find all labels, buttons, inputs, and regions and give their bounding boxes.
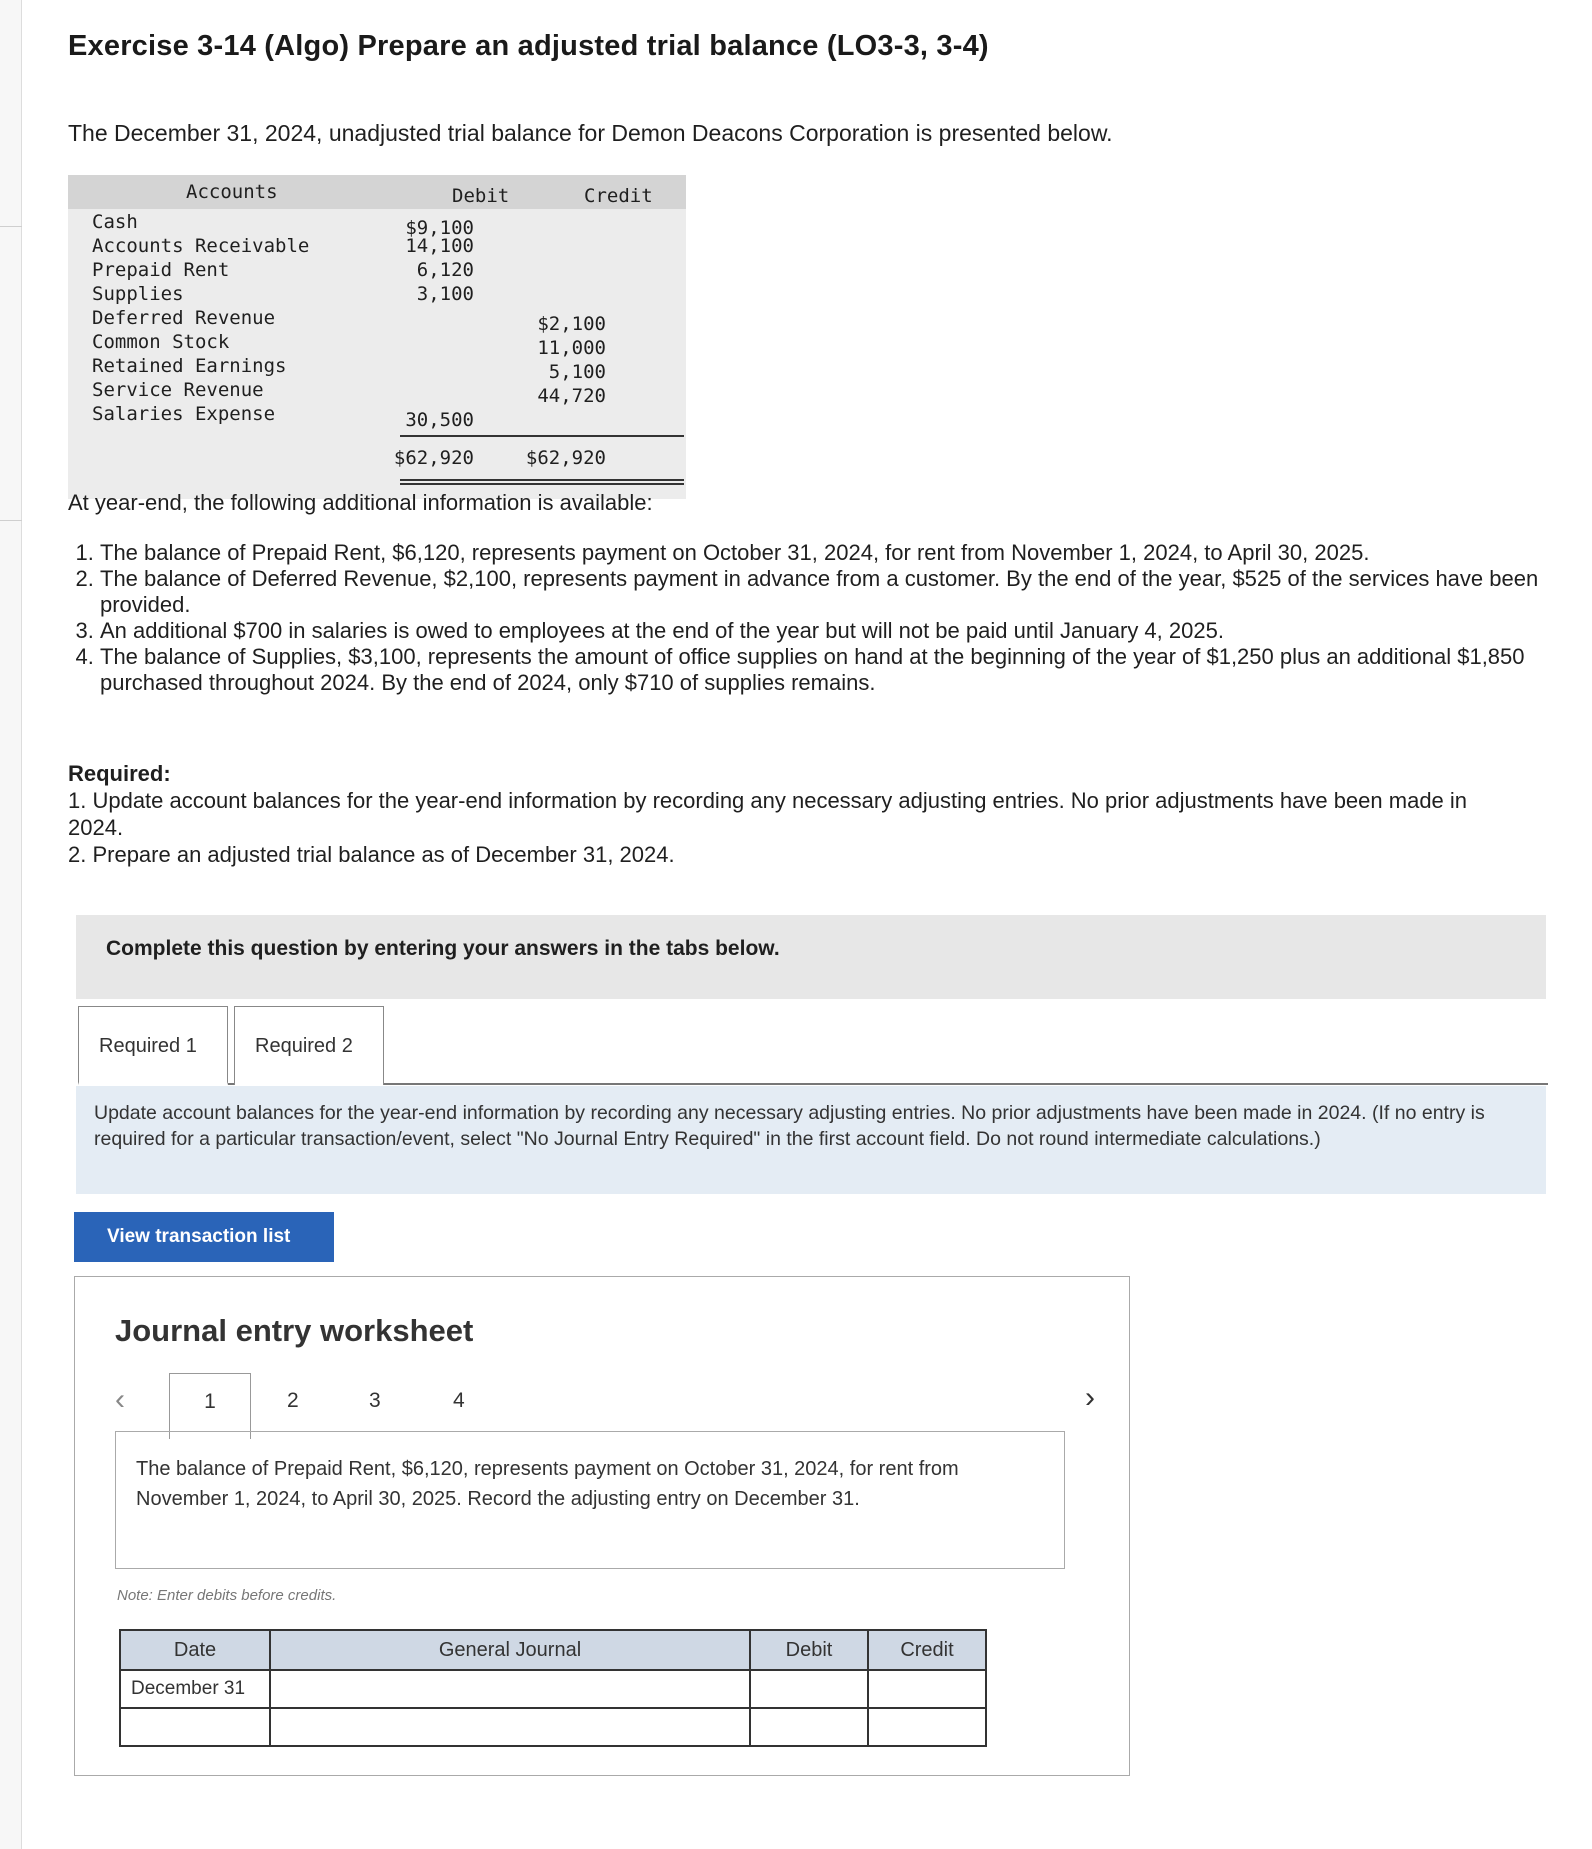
debit-value: 14,100: [405, 235, 474, 257]
step-tab-2[interactable]: 2: [287, 1389, 299, 1412]
tabs-banner: Complete this question by entering your answers in the tabs below.: [76, 915, 1546, 999]
account-name: Prepaid Rent: [92, 259, 230, 281]
step-tab-1[interactable]: 1: [169, 1373, 251, 1439]
subtotal-rule: [400, 435, 684, 437]
account-name: Supplies: [92, 283, 184, 305]
credit-column-header: Credit: [868, 1630, 986, 1670]
journal-header-row: [120, 1630, 986, 1670]
account-name: Retained Earnings: [92, 355, 287, 377]
edge-divider: [0, 226, 22, 227]
account-name: Cash: [92, 211, 138, 233]
credit-value: $2,100: [537, 313, 606, 335]
required-item-2: 2. Prepare an adjusted trial balance as of December 31, 2024.: [68, 842, 675, 867]
debit-input[interactable]: [750, 1670, 868, 1708]
instruction-box: [76, 1086, 1546, 1194]
list-item: 1. The balance of Prepaid Rent, $6,120, represents payment on October 31, 2024, for rent from November 1, 2024, to April 30, 2025.: [100, 540, 1548, 566]
entry-note: Note: Enter debits before credits.: [117, 1587, 337, 1604]
debit-header: Debit: [452, 185, 510, 207]
chevron-left-icon[interactable]: ‹: [115, 1383, 125, 1416]
journal-entry-worksheet: [74, 1276, 1130, 1776]
intro-text: The December 31, 2024, unadjusted trial balance for Demon Deacons Corporation is presented below.: [68, 120, 1113, 146]
account-name: Service Revenue: [92, 379, 264, 401]
additional-info-intro: At year-end, the following additional information is available:: [68, 490, 653, 515]
view-transaction-list-button[interactable]: View transaction list: [74, 1212, 334, 1262]
step-tab-4[interactable]: 4: [453, 1389, 465, 1412]
credit-value: 11,000: [537, 337, 606, 359]
table-row: [68, 211, 686, 239]
debit-value: 6,120: [416, 259, 474, 281]
tab-required-2[interactable]: Required 2: [234, 1006, 384, 1085]
list-item: 3. An additional $700 in salaries is owed to employees at the end of the year but will not be paid until January 4, 2025.: [100, 618, 1548, 644]
credit-input[interactable]: [868, 1670, 986, 1708]
credit-input[interactable]: [868, 1708, 986, 1746]
date-column-header: Date: [120, 1630, 270, 1670]
debit-value: 30,500: [405, 409, 474, 431]
table-row: [68, 283, 686, 307]
table-row: [68, 259, 686, 283]
date-cell: [120, 1708, 270, 1746]
table-row: [68, 379, 686, 407]
account-name: Deferred Revenue: [92, 307, 276, 329]
credit-value: 44,720: [537, 385, 606, 407]
debit-column-header: Debit: [750, 1630, 868, 1670]
instruction-text: Update account balances for the year-end information by recording any necessary adjusting entries. No prior adjustments have been made in 2024.: [94, 1102, 1367, 1124]
credit-value: 5,100: [548, 361, 606, 383]
required-heading: Required:: [68, 761, 171, 786]
list-item: 2. The balance of Deferred Revenue, $2,100, represents payment in advance from a customer. By the end of the year, $525 of the services have been provided.: [100, 566, 1548, 618]
journal-column-header: General Journal: [270, 1630, 750, 1670]
date-cell: December 31: [120, 1670, 270, 1708]
debit-value: $9,100: [405, 217, 474, 239]
worksheet-title: Journal entry worksheet: [115, 1313, 474, 1348]
account-name: Common Stock: [92, 331, 230, 353]
table-row: [68, 235, 686, 259]
trial-balance-body: [68, 209, 686, 499]
journal-row: [120, 1670, 986, 1708]
trial-balance-header: [68, 175, 686, 209]
debit-input[interactable]: [750, 1708, 868, 1746]
total-double-rule: [400, 479, 684, 485]
credit-total: $62,920: [525, 447, 606, 469]
accounts-header: Accounts: [186, 181, 278, 203]
debit-value: 3,100: [416, 283, 474, 305]
step-tab-3[interactable]: 3: [369, 1389, 381, 1412]
table-row: [68, 403, 686, 431]
exercise-title: Exercise 3-14 (Algo) Prepare an adjusted trial balance (LO3-3, 3-4): [68, 30, 989, 62]
general-journal-table: [119, 1629, 987, 1747]
instruction-note: (If no entry is required for a particular transaction/event, select "No Journal Entry Required" in the first account field. Do not round intermediate calculations.): [94, 1102, 1485, 1150]
account-name: Salaries Expense: [92, 403, 276, 425]
table-row: [68, 355, 686, 383]
journal-row: [120, 1708, 986, 1746]
list-item: 4. The balance of Supplies, $3,100, represents the amount of office supplies on hand at the beginning of the year of $1,250 plus an additional $1,850 purchased throughout 2024. By the end of 2024, only $710 of supplies remains.: [100, 644, 1548, 696]
table-row: [68, 331, 686, 359]
credit-header: Credit: [584, 185, 653, 207]
tab-required-1[interactable]: Required 1: [78, 1006, 228, 1085]
required-item-1: 1. Update account balances for the year-end information by recording any necessary adjusting entries. No prior adjustments have been made in 2024.: [68, 788, 1468, 840]
account-name: Accounts Receivable: [92, 235, 310, 257]
account-select[interactable]: [270, 1670, 750, 1708]
edge-divider: [0, 520, 22, 521]
required-section: [68, 760, 1508, 868]
chevron-right-icon[interactable]: ›: [1085, 1381, 1095, 1414]
trial-balance-table: [68, 175, 686, 499]
totals-row: [68, 447, 686, 471]
additional-info-list: [68, 540, 1548, 696]
transaction-description: The balance of Prepaid Rent, $6,120, represents payment on October 31, 2024, for rent from November 1, 2024, to April 30, 2025. Record the adjusting entry on December 31.: [115, 1431, 1065, 1569]
worksheet-step-nav: [115, 1373, 1095, 1433]
answer-tabs: [78, 1006, 1548, 1085]
account-select[interactable]: [270, 1708, 750, 1746]
left-edge-panel: [0, 0, 22, 1849]
debit-total: $62,920: [393, 447, 474, 469]
table-row: [68, 307, 686, 335]
